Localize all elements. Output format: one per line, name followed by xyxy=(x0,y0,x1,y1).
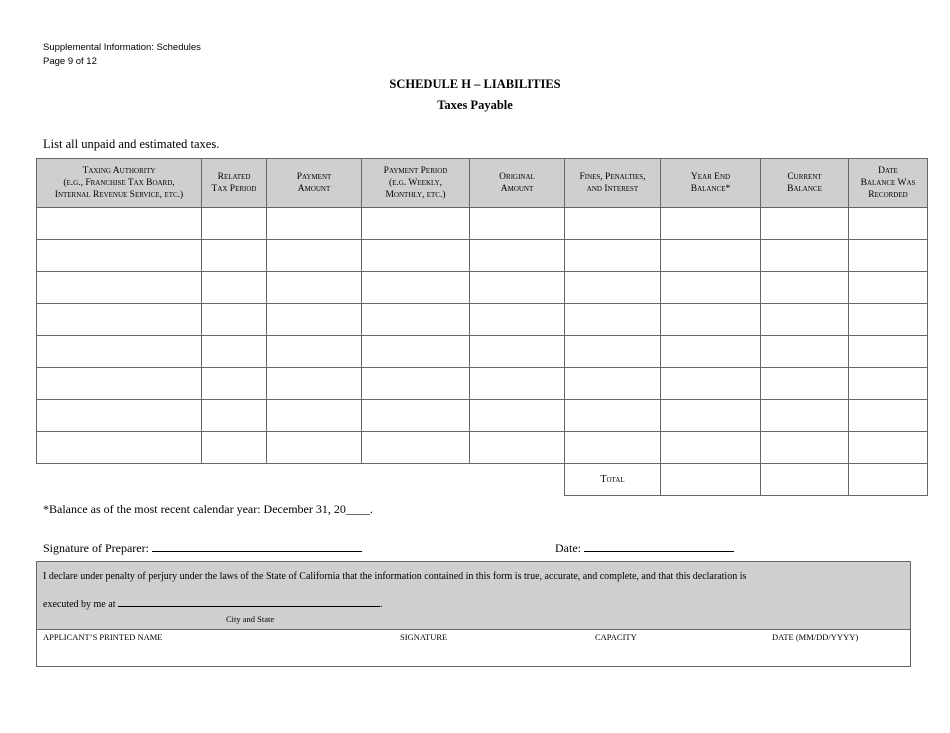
preparer-signature-row xyxy=(43,540,362,556)
applicant-date-label: DATE (MM/DD/YYYY) xyxy=(772,632,859,642)
total-current-balance[interactable] xyxy=(761,464,849,496)
schedule-title: SCHEDULE H – LIABILITIES xyxy=(389,77,561,91)
total-row xyxy=(37,464,928,496)
total-year-end-balance[interactable] xyxy=(661,464,761,496)
col-fines-penalties: Fines, Penalties, and Interest xyxy=(565,159,661,208)
section-label: Supplemental Information: Schedules xyxy=(43,42,201,53)
city-state-field[interactable] xyxy=(118,596,380,607)
applicant-name-label: APPLICANT’S PRINTED NAME xyxy=(43,632,163,642)
total-label: Total xyxy=(565,464,661,496)
col-current-balance: Current Balance xyxy=(761,159,849,208)
executed-label: executed by me at xyxy=(43,599,116,610)
applicant-signature-label: SIGNATURE xyxy=(400,632,448,642)
preparer-signature-field[interactable] xyxy=(152,540,362,552)
table-row xyxy=(37,336,928,368)
table-row xyxy=(37,400,928,432)
applicant-capacity-label: CAPACITY xyxy=(595,632,637,642)
table-row xyxy=(37,208,928,240)
table-row xyxy=(37,368,928,400)
preparer-date-label: Date: xyxy=(555,541,581,555)
col-taxing-authority: Taxing Authority (e.g., Franchise Tax Board, Internal Revenue Service, etc.) xyxy=(37,159,202,208)
col-original-amount: Original Amount xyxy=(470,159,565,208)
col-payment-amount: Payment Amount xyxy=(267,159,362,208)
table-row xyxy=(37,432,928,464)
total-date-recorded[interactable] xyxy=(849,464,928,496)
schedule-subtitle: Taxes Payable xyxy=(437,98,513,112)
instruction-text: List all unpaid and estimated taxes. xyxy=(43,137,220,151)
col-related-tax-period: Related Tax Period xyxy=(202,159,267,208)
table-row xyxy=(37,272,928,304)
col-payment-period: Payment Period (e.g. Weekly, Monthly, etc.) xyxy=(362,159,470,208)
city-state-caption: City and State xyxy=(226,614,275,624)
declaration-box xyxy=(36,561,911,630)
declaration-text: I declare under penalty of perjury under the laws of the State of California that the information contained in this form is true, accurate, and complete, and that this declaration is xyxy=(43,571,747,582)
taxes-payable-table xyxy=(36,158,928,496)
applicant-signature-box[interactable] xyxy=(36,629,911,667)
table-row xyxy=(37,304,928,336)
page-number: Page 9 of 12 xyxy=(43,56,97,67)
table-row xyxy=(37,240,928,272)
preparer-date-field[interactable] xyxy=(584,540,734,552)
balance-footnote: *Balance as of the most recent calendar year: December 31, 20____. xyxy=(43,502,373,516)
col-date-recorded: Date Balance Was Recorded xyxy=(849,159,928,208)
col-year-end-balance: Year End Balance* xyxy=(661,159,761,208)
executed-row: executed by me at . xyxy=(43,596,382,610)
preparer-date-row xyxy=(555,540,734,556)
preparer-signature-label: Signature of Preparer: xyxy=(43,541,149,555)
